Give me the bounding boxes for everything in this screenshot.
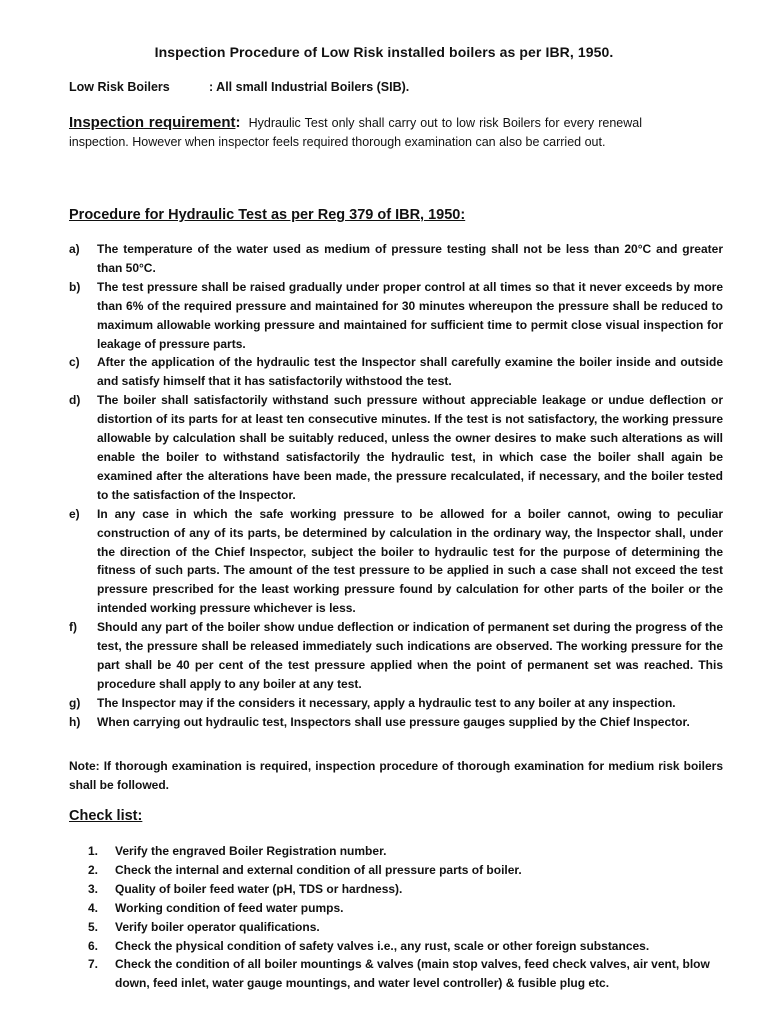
procedure-item <box>69 618 723 694</box>
document-title: Inspection Procedure of Low Risk installed boilers as per IBR, 1950. <box>154 44 614 60</box>
procedure-item <box>69 505 723 618</box>
procedure-heading: Procedure for Hydraulic Test as per Reg 379 of IBR, 1950: <box>69 207 466 223</box>
procedure-item-marker: d) <box>69 393 81 408</box>
procedure-item-text: When carrying out hydraulic test, Inspectors shall use pressure gauges supplied by the Chief Inspector. <box>97 714 690 729</box>
low-risk-label: Low Risk Boilers <box>69 80 170 94</box>
procedure-item-text: The boiler shall satisfactorily withstand such pressure without appreciable leakage or undue deflection or distortion of its parts for at least ten consecutive minutes. If the test is not satisfactory, the working pressure allowable by calculation shall be suitably reduced, unless the owner desires to make such alterations as will enable the boiler to withstand satisfactorily the hydraulic test, in which case the boiler shall again be examined after the alterations have been made, the pressure recalculated, if necessary, and the boiler tested to the satisfaction of the Inspector. <box>97 393 723 502</box>
checklist-item <box>88 880 724 899</box>
inspection-requirement-text: Hydraulic Test only shall carry out to low risk Boilers for every renewal inspection. However when inspector feels required thorough examination can also be carried out. <box>69 116 642 149</box>
checklist-item-number: 4. <box>88 900 99 915</box>
checklist-item-number: 6. <box>88 938 99 953</box>
checklist-item-text: Check the physical condition of safety valves i.e., any rust, scale or other foreign substances. <box>115 938 650 953</box>
procedure-item-marker: g) <box>69 695 81 710</box>
procedure-item <box>69 278 723 354</box>
checklist-item-text: Check the condition of all boiler mountings & valves (main stop valves, feed check valves, air vent, blow down, feed inlet, water gauge mountings, and water level controller) & fusible plug etc. <box>115 957 710 991</box>
inspection-requirement-heading: Inspection requirement <box>69 114 236 131</box>
inspection-requirement <box>69 114 642 151</box>
procedure-item <box>69 694 723 713</box>
procedure-item <box>69 713 723 732</box>
note-paragraph: Note: If thorough examination is required, inspection procedure of thorough examination for medium risk boilers shall be followed. <box>69 759 723 792</box>
checklist-item <box>88 842 724 861</box>
checklist-item-number: 1. <box>88 844 99 858</box>
procedure-item-text: The temperature of the water used as medium of pressure testing shall not be less than 20°C and greater than 50°C. <box>97 242 723 275</box>
checklist-item-text: Check the internal and external condition of all pressure parts of boiler. <box>115 862 522 877</box>
checklist-item <box>88 899 724 918</box>
checklist-item-text: Working condition of feed water pumps. <box>115 900 344 915</box>
procedure-item-marker: h) <box>69 714 81 729</box>
checklist-item <box>88 861 724 880</box>
checklist-item-text: Verify the engraved Boiler Registration number. <box>115 844 387 858</box>
checklist <box>88 842 724 993</box>
checklist-item <box>88 937 724 956</box>
checklist-item-text: Verify boiler operator qualifications. <box>115 919 320 934</box>
inspection-requirement-colon: : <box>235 114 241 131</box>
procedure-item-text: The Inspector may if the considers it necessary, apply a hydraulic test to any boiler at any inspection. <box>97 695 676 710</box>
procedure-item-text: The test pressure shall be raised gradually under proper control at all times so that it never exceeds by more than 6% of the required pressure and maintained for 30 minutes whereupon the pressure shall be reduced to maximum allowable working pressure and maintained for sufficient time to permit close visual inspection for leakage of pressure parts. <box>97 279 723 351</box>
procedure-item-text: Should any part of the boiler show undue deflection or indication of permanent set during the progress of the test, the pressure shall be released immediately such indications are observed. The working pressure for the part shall be 40 per cent of the test pressure applied when the point of permanent set was reached. This procedure shall apply to any boiler at any test. <box>97 620 723 691</box>
procedure-item <box>69 391 723 504</box>
procedure-item <box>69 353 723 391</box>
procedure-item-marker: f) <box>69 620 77 635</box>
procedure-item-marker: c) <box>69 355 80 370</box>
checklist-item-number: 3. <box>88 881 99 896</box>
checklist-item-number: 2. <box>88 862 99 877</box>
checklist-item-number: 7. <box>88 957 99 972</box>
procedure-item-marker: e) <box>69 506 80 521</box>
procedure-item-text: In any case in which the safe working pressure to be allowed for a boiler cannot, owing to peculiar construction of any of its parts, be determined by calculation in the ordinary way, the Inspector shall, under the direction of the Chief Inspector, subject the boiler to hydraulic test for the purpose of determining the fitness of such parts. The amount of the test pressure to be applied in such a case shall not exceed the test pressure prescribed for the least working pressure found by calculation for other parts of the boiler or the intended working pressure whichever is less. <box>97 506 723 616</box>
low-risk-line <box>69 80 409 94</box>
procedure-item-text: After the application of the hydraulic test the Inspector shall carefully examine the boiler inside and outside and satisfy himself that it has satisfactorily withstood the test. <box>97 355 723 389</box>
checklist-heading: Check list: <box>69 808 143 824</box>
checklist-item-number: 5. <box>88 919 99 934</box>
procedure-item-marker: a) <box>69 242 80 256</box>
checklist-item-text: Quality of boiler feed water (pH, TDS or hardness). <box>115 881 403 896</box>
procedure-item-marker: b) <box>69 279 81 294</box>
procedure-item <box>69 240 723 278</box>
checklist-item <box>88 918 724 937</box>
procedure-list <box>69 240 723 732</box>
checklist-item <box>88 955 724 993</box>
low-risk-value: : All small Industrial Boilers (SIB). <box>209 80 410 94</box>
